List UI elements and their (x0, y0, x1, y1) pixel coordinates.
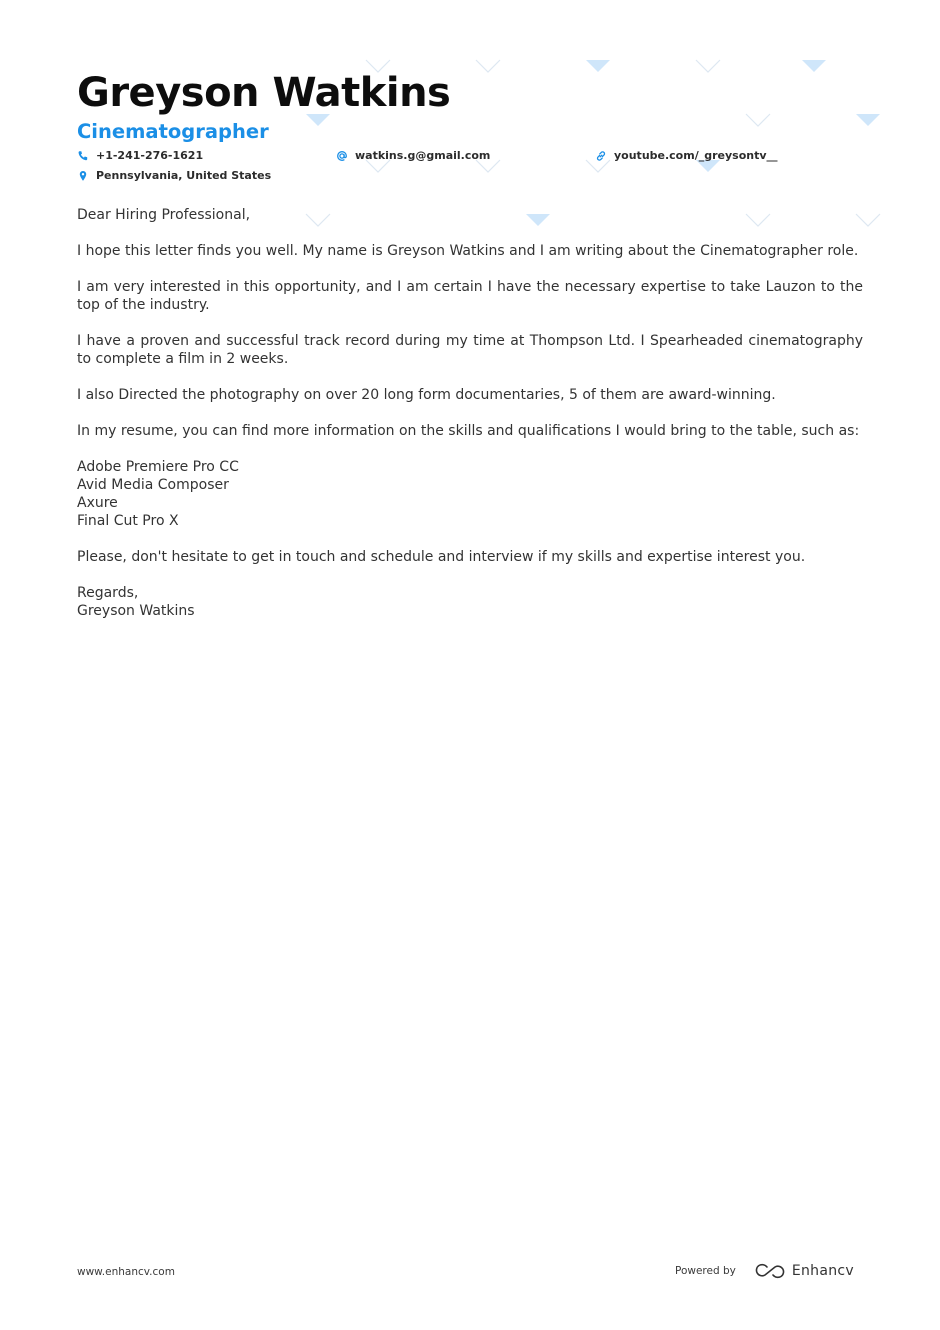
paragraph-interest: I am very interested in this opportunity, and I am certain I have the necessary expertise to take Lauzon to the top of the industry. (77, 279, 863, 313)
letter-body (77, 206, 863, 620)
email-text: watkins.g@gmail.com (355, 149, 491, 162)
location-pin-icon (77, 170, 89, 182)
powered-by-label: Powered by (675, 1265, 736, 1277)
phone-text: +1-241-276-1621 (96, 149, 204, 162)
paragraph-intro: I hope this letter finds you well. My name is Greyson Watkins and I am writing about the Cinematographer role. (77, 243, 859, 259)
salutation: Dear Hiring Professional, (77, 207, 251, 223)
contact-email[interactable] (336, 149, 490, 163)
footer-website-link[interactable]: www.enhancv.com (77, 1266, 175, 1278)
candidate-name: Greyson Watkins (77, 70, 451, 116)
signoff: Regards, (77, 585, 139, 601)
job-title: Cinematographer (77, 120, 269, 143)
phone-icon (77, 150, 89, 162)
contact-link[interactable] (595, 149, 778, 163)
at-sign-icon (336, 150, 348, 162)
paragraph-skills-intro: In my resume, you can find more information on the skills and qualifications I would bring to the table, such as: (77, 423, 860, 439)
contact-phone[interactable] (77, 149, 203, 163)
skill-item: Adobe Premiere Pro CC (77, 459, 239, 475)
skill-item: Axure (77, 495, 118, 511)
skills-list (77, 458, 863, 530)
paragraph-closing: Please, don't hesitate to get in touch and schedule and interview if my skills and expertise interest you. (77, 549, 806, 565)
skill-item: Avid Media Composer (77, 477, 229, 493)
signature: Greyson Watkins (77, 603, 195, 619)
location-text: Pennsylvania, United States (96, 169, 272, 182)
paragraph-track-record: I have a proven and successful track record during my time at Thompson Ltd. I Spearheaded cinematography to complete a film in 2 weeks. (77, 333, 863, 367)
contact-location (77, 169, 271, 183)
enhancv-logo-icon (754, 1262, 786, 1280)
link-icon (595, 150, 607, 162)
skill-item: Final Cut Pro X (77, 513, 179, 529)
paragraph-achievement: I also Directed the photography on over 20 long form documentaries, 5 of them are award-winning. (77, 387, 776, 403)
brand-name: Enhancv (791, 1263, 854, 1279)
link-text: youtube.com/_greysontv__ (614, 149, 778, 162)
footer-branding[interactable] (675, 1262, 854, 1280)
